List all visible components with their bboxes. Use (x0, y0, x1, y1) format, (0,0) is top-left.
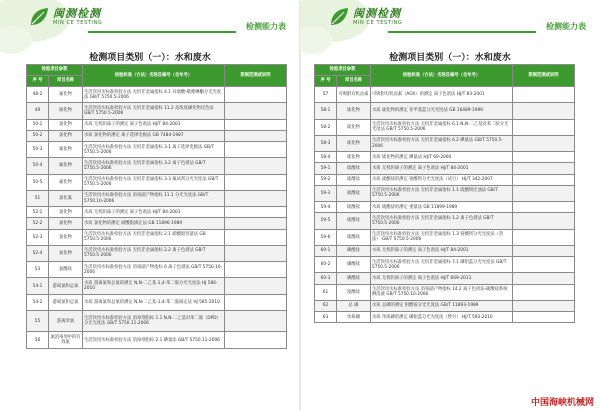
table-row (315, 213, 575, 229)
table-row (315, 185, 575, 201)
row-method: 生活饮用水标准检验方法 无机非金属指标 2.2 离子色谱法 GB/T 5750.5-2006 (83, 245, 225, 261)
logo-leaf-icon (28, 6, 50, 28)
row-no: 59-1 (315, 163, 337, 174)
logo-name-en: MIN CE TESTING (53, 19, 103, 26)
row-name: 氯化物 (49, 130, 83, 141)
row-limit (225, 311, 287, 332)
row-name: 总 磷 (337, 300, 371, 311)
row-no: 59-4 (315, 202, 337, 213)
row-method: 生活饮用水标准检验方法 无机非金属指标 6.2 碘量法 GB/T 5750.5-2006 (371, 135, 513, 151)
row-name: 氟化物 (49, 174, 83, 190)
row-method: 水质 游离氯和总氯的测定 N,N-二乙基-1,4-苯二胺分光光度法 HJ 586-2010 (83, 278, 225, 294)
row-name: 氯酸盐 (49, 262, 83, 278)
row-method: 生活饮用水标准检验方法 无机非金属指标 3.2 离子色谱法 GB/T 5750.5-2006 (83, 158, 225, 174)
row-method: 水质 硫酸盐的测定 铬酸钡分光光度法（试行） HJ/T 342-2007 (371, 174, 513, 185)
row-limit (513, 300, 575, 311)
table-row (315, 87, 575, 103)
row-name: 氯化物 (49, 119, 83, 130)
row-limit (513, 185, 575, 201)
row-no: 59-5 (315, 213, 337, 229)
header-name: 项目名称 (49, 76, 83, 87)
row-no: 52-1 (27, 207, 49, 218)
row-method: 水质 游离氯和总氯的测定 N,N-二乙基-1,4-苯二胺滴定法 HJ 585-2010 (83, 294, 225, 310)
right-header (300, 0, 600, 46)
row-limit (225, 245, 287, 261)
doc-title: 检测项目类别（一）：水和废水 (389, 53, 511, 63)
row-name: 氯化物 (49, 218, 83, 229)
row-name: 游离余氯 (49, 311, 83, 332)
row-no: 63 (315, 311, 337, 322)
row-limit (513, 119, 575, 135)
header-method: 检验标准（方法）名称及编号（含年号） (83, 65, 225, 87)
table-body-right (315, 87, 575, 323)
row-limit (225, 278, 287, 294)
row-method: 水质 氯化物的测定 离子选择电极法 GB 7484-1987 (83, 130, 225, 141)
table-row (27, 207, 287, 218)
row-method: 生活饮用水标准检验方法 无机非金属指标 1.3 铬酸钡分光光度法（热法） GB/T 5750.5-2006 (371, 229, 513, 245)
row-method: 生活饮用水标准检验方法 消毒剂指标 2.1 碘量法 GB/T 5750.11-2006 (83, 332, 225, 348)
row-name: 硫化物 (337, 135, 371, 151)
logo (28, 6, 102, 28)
row-name: 磷酸盐 (337, 245, 371, 256)
row-no: 48-2 (27, 87, 49, 103)
row-method: 水质 无机阴离子的测定 离子色谱法 HJ/T 84-2001 (371, 245, 513, 256)
row-name: 磷酸盐 (337, 273, 371, 284)
section-title: 检测能力表 (546, 22, 586, 31)
row-no: 56 (27, 332, 49, 348)
row-name: 溴酸盐 (337, 284, 371, 300)
row-method: 水质 无机阴离子的测定 离子色谱法 HJ/T 669-2013 (371, 273, 513, 284)
row-name: 硫化物 (337, 103, 371, 119)
table-row (315, 273, 575, 284)
table-row (27, 332, 287, 348)
row-method: 生活饮用水标准检验方法 无机非金属指标 3.3 氟试剂分光光度法 GB/T 5750.5-2006 (83, 174, 225, 190)
row-no: 52-3 (27, 229, 49, 245)
row-name: 氯化氰 (49, 190, 83, 206)
table-row (315, 257, 575, 273)
logo-name-en: MIN CE TESTING (353, 19, 403, 26)
row-no: 54-2 (27, 294, 49, 310)
row-limit (225, 141, 287, 157)
table-row (27, 229, 287, 245)
table-row (27, 190, 287, 206)
row-no: 58-2 (315, 119, 337, 135)
table-row (27, 103, 287, 119)
row-name: 氯化物 (49, 207, 83, 218)
table-row (27, 294, 287, 310)
row-name: 硫酸盐 (337, 213, 371, 229)
row-method: 生活饮用水标准检验方法 无机非金属指标 1.2 离子色谱法 GB/T 5750.5-2006 (371, 213, 513, 229)
header-rule (388, 31, 536, 33)
table-row (27, 158, 287, 174)
row-no: 58-3 (315, 135, 337, 151)
row-name: 氟化物 (49, 87, 83, 103)
doc-title: 检测项目类别（一）：水和废水 (89, 53, 211, 63)
table-row (315, 163, 575, 174)
row-name: 氯化物 (49, 229, 83, 245)
row-limit (225, 174, 287, 190)
row-method: 水质 硫化物的测定 碘量法 HJ/T 60-2000 (371, 152, 513, 163)
row-name: 游离氯和总氯 (49, 294, 83, 310)
header-limit: 限制范围或说明 (513, 65, 575, 87)
row-method: 水质 单质磷的测定 磷钼蓝分光光度法（暂行） HJ/T 593-2010 (371, 311, 513, 322)
row-limit (513, 152, 575, 163)
watermark: 中国海峡机械网 (530, 398, 594, 408)
row-name: 硫酸盐 (337, 174, 371, 185)
row-name: 氟化物 (49, 141, 83, 157)
row-no: 61 (315, 284, 337, 300)
table-row (27, 311, 287, 332)
header-name: 项目名称 (337, 76, 371, 87)
table-row (315, 103, 575, 119)
logo-name-cn: 闽测检测 (353, 6, 401, 20)
row-name: 可吸附有机卤素 (337, 87, 371, 103)
row-no: 59-6 (315, 229, 337, 245)
row-method: 生活饮用水标准检验方法 无机非金属指标 7.1 磷钼蓝分光光度法 GB/T 5750.5-2006 (371, 257, 513, 273)
row-limit (225, 103, 287, 119)
logo (328, 6, 402, 28)
row-name: 游离氯和总氯 (49, 278, 83, 294)
right-page (300, 0, 600, 410)
row-method: 水质 氯化物的测定 硝酸银滴定法 GB 11896-1989 (83, 218, 225, 229)
row-no: 60-3 (315, 273, 337, 284)
section-title: 检测能力表 (246, 22, 286, 31)
logo-leaf-icon (328, 6, 350, 28)
row-no: 52-2 (27, 218, 49, 229)
row-method: 水质 硫化物的测定 亚甲基蓝分光光度法 GB 16489-1996 (371, 103, 513, 119)
row-name: 硫酸盐 (337, 163, 371, 174)
row-name: 磷酸盐 (337, 257, 371, 273)
row-no: 50-3 (27, 141, 49, 157)
row-limit (513, 202, 575, 213)
table-row (27, 130, 287, 141)
row-no: 49 (27, 103, 49, 119)
header-limit: 限制范围或说明 (225, 65, 287, 87)
table-row (27, 119, 287, 130)
row-method: 生活饮用水标准检验方法 无机非金属指标 3.1 离子选择电极法 GB/T 5750.5-2006 (83, 141, 225, 157)
row-name: 单质磷 (337, 311, 371, 322)
left-header (0, 0, 300, 46)
row-method: 生活饮用水标准检验方法 消毒剂指标 1.1 N,N-二乙基对苯二胺（DPD）分光光度法 GB/T 5750.11-2006 (83, 311, 225, 332)
row-limit (225, 190, 287, 206)
row-limit (513, 245, 575, 256)
row-method: 生活饮用水标准检验方法 消毒副产物指标 6 离子色谱法 GB/T 5750.10-2006 (83, 262, 225, 278)
header-rule (88, 31, 236, 33)
row-name: 硫酸盐 (337, 202, 371, 213)
row-no: 58-4 (315, 152, 337, 163)
table-body-left (27, 87, 287, 349)
table-row (315, 135, 575, 151)
row-name: 硫酸盐 (337, 185, 371, 201)
row-name: 氟化物 (49, 158, 83, 174)
row-method: 水质 硫酸盐的测定 重量法 GB 11899-1989 (371, 202, 513, 213)
table-row (27, 174, 287, 190)
row-method: 水质 无机阴离子的测定 离子色谱法 HJ/T 84-2001 (371, 163, 513, 174)
row-no: 58-1 (315, 103, 337, 119)
row-name: 硫化物 (337, 152, 371, 163)
row-limit (513, 174, 575, 185)
row-limit (513, 213, 575, 229)
row-no: 59-2 (315, 174, 337, 185)
row-name: 氯消毒剂中的有效氯 (49, 332, 83, 348)
row-no: 50-1 (27, 119, 49, 130)
row-no: 55 (27, 311, 49, 332)
row-limit (513, 163, 575, 174)
table-row (27, 87, 287, 103)
row-limit (225, 218, 287, 229)
row-method: 生活饮用水标准检验方法 无机非金属指标 2.1 硝酸银容量法 GB 5750.5-2006 (83, 229, 225, 245)
table-row (315, 284, 575, 300)
table-row (315, 311, 575, 322)
capability-table-left (26, 64, 287, 349)
row-limit (513, 284, 575, 300)
row-method: 水质 无机阴离子的测定 离子色谱法 HJ/T 84-2001 (83, 119, 225, 130)
table-row (27, 141, 287, 157)
table-row (27, 218, 287, 229)
table-row (27, 245, 287, 261)
row-limit (225, 130, 287, 141)
table-row (27, 262, 287, 278)
logo-name-cn: 闽测检测 (53, 6, 101, 20)
row-method: 生活饮用水标准检验方法 无机非金属指标 6.1 N,N-二乙基对苯二胺分光光度法 GB/T 5750.5-2006 (371, 119, 513, 135)
row-limit (513, 103, 575, 119)
table-row (315, 245, 575, 256)
row-method: 水质 总磷的测定 钼酸铵分光光度法 GB/T 11893-1989 (371, 300, 513, 311)
row-limit (225, 207, 287, 218)
row-limit (513, 311, 575, 322)
table-row (27, 278, 287, 294)
row-no: 62 (315, 300, 337, 311)
capability-table-right (314, 64, 575, 323)
row-no: 52-4 (27, 245, 49, 261)
table-row (315, 119, 575, 135)
row-method: 生活饮用水标准检验方法 无机非金属指标 4.1 异烟酸-吡唑啉酮分光光度法 GB/T 5750.5-2006 (83, 87, 225, 103)
row-limit (225, 119, 287, 130)
row-no: 51 (27, 190, 49, 206)
row-limit (225, 229, 287, 245)
row-limit (513, 273, 575, 284)
row-limit (513, 229, 575, 245)
row-method: 可吸附有机卤素（AOX）的测定 离子色谱法 HJ/T 83-2001 (371, 87, 513, 103)
row-no: 50-2 (27, 130, 49, 141)
header-no: 序 号 (315, 76, 337, 87)
table-row (315, 229, 575, 245)
row-no: 50-5 (27, 174, 49, 190)
row-no: 54-1 (27, 278, 49, 294)
row-limit (225, 262, 287, 278)
table-row (315, 174, 575, 185)
row-no: 57 (315, 87, 337, 103)
table-row (315, 202, 575, 213)
row-limit (225, 158, 287, 174)
row-limit (225, 332, 287, 348)
row-name: 硫酸盐 (337, 229, 371, 245)
row-method: 生活饮用水标准检验方法 无机非金属指标 11.2 高浓度磷化物比色法 GB/T 5750.5-2006 (83, 103, 225, 119)
row-limit (513, 257, 575, 273)
table-row (315, 300, 575, 311)
row-no: 59-3 (315, 185, 337, 201)
header-no: 序 号 (27, 76, 49, 87)
row-no: 50-4 (27, 158, 49, 174)
header-method: 检验标准（方法）名称及编号（含年号） (371, 65, 513, 87)
row-method: 生活饮用水标准检验方法 无机非金属指标 1.1 硫酸钡比浊法 GB/T 5750.5-2006 (371, 185, 513, 201)
row-method: 水质 无机阴离子的测定 离子色谱法 HJ/T 84-2001 (83, 207, 225, 218)
row-name: 硝化物 (49, 103, 83, 119)
row-name: 硫化物 (337, 119, 371, 135)
row-no: 60-2 (315, 257, 337, 273)
row-method: 生活饮用水标准检验方法 消毒副产物指标 11.1 分光光度法 GB/T 5750.10-2006 (83, 190, 225, 206)
row-limit (513, 87, 575, 103)
row-limit (225, 87, 287, 103)
header-group: 检验项目参数 (315, 65, 371, 76)
row-name: 氯化物 (49, 245, 83, 261)
row-method: 生活饮用水标准检验方法 消毒副产物指标 14.2 离子色谱法-碳酸盐系统淋洗液 GB/T 5750.10-2006 (371, 284, 513, 300)
header-group: 检验项目参数 (27, 65, 83, 76)
row-limit (225, 294, 287, 310)
row-limit (513, 135, 575, 151)
table-row (315, 152, 575, 163)
row-no: 53 (27, 262, 49, 278)
row-no: 60-1 (315, 245, 337, 256)
